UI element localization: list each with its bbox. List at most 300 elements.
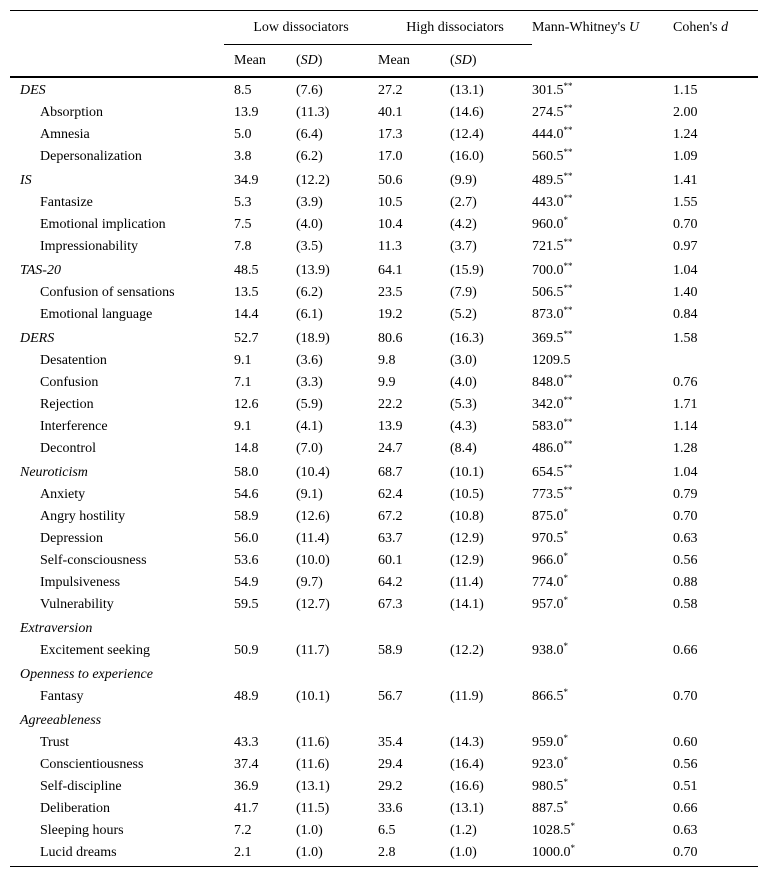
high-mean-cell: 10.5	[378, 195, 403, 210]
low-sd-cell: (12.6)	[296, 509, 330, 524]
high-sd-cell: (10.8)	[450, 509, 484, 524]
table-row	[10, 572, 758, 594]
high-mean-header: Mean	[378, 45, 450, 78]
high-sd-cell: (3.0)	[450, 353, 477, 368]
high-sd-cell: (4.2)	[450, 217, 477, 232]
low-mean-cell	[224, 662, 296, 686]
high-sd-cell: (10.1)	[450, 465, 484, 480]
cohens-d-cell: 0.84	[673, 307, 698, 322]
cohens-d-cell: 1.28	[673, 441, 698, 456]
table-row	[10, 350, 758, 372]
mann-whitney-u-cell	[532, 662, 673, 686]
results-table-container	[10, 10, 758, 867]
u-value: 486.0	[532, 441, 564, 456]
mann-whitney-u-cell	[532, 572, 673, 594]
high-sd-cell: (4.0)	[450, 375, 477, 390]
cohens-d-cell	[673, 708, 758, 732]
low-sd-cell: (6.1)	[296, 307, 323, 322]
mann-whitney-u-cell	[532, 528, 673, 550]
low-mean-cell: 48.5	[234, 263, 259, 278]
table-row	[10, 528, 758, 550]
scale-label: DERS	[20, 331, 55, 346]
mann-whitney-u-cell	[532, 124, 673, 146]
low-sd-cell	[296, 662, 378, 686]
low-mean-header: Mean	[224, 45, 296, 78]
mann-whitney-u-cell	[532, 77, 673, 102]
low-sd-cell: (6.4)	[296, 127, 323, 142]
mann-whitney-u-cell	[532, 258, 673, 282]
high-mean-cell: 10.4	[378, 217, 403, 232]
subscale-label: Excitement seeking	[40, 643, 151, 658]
high-sd-cell: (1.0)	[450, 842, 532, 867]
cohens-d-cell: 0.88	[673, 575, 698, 590]
cohens-d-cell: 1.40	[673, 285, 698, 300]
subscale-label: Emotional implication	[40, 217, 166, 232]
significance-marker: *	[563, 551, 569, 561]
u-value: 489.5	[532, 173, 564, 188]
significance-marker: *	[563, 595, 569, 605]
mann-whitney-u-cell	[532, 416, 673, 438]
low-sd-cell: (13.1)	[296, 779, 330, 794]
low-sd-cell: (11.6)	[296, 757, 330, 772]
subscale-label: Impulsiveness	[40, 575, 121, 590]
high-sd-cell: (5.3)	[450, 397, 477, 412]
table-row	[10, 124, 758, 146]
low-mean-cell: 7.8	[234, 239, 252, 254]
low-sd-cell: (9.7)	[296, 575, 323, 590]
high-mean-cell: 13.9	[378, 419, 403, 434]
high-mean-cell: 60.1	[378, 553, 403, 568]
significance-marker: **	[563, 373, 573, 383]
table-row	[10, 214, 758, 236]
subscale-label: Confusion	[40, 375, 99, 390]
table-row	[10, 438, 758, 460]
low-mean-cell: 8.5	[234, 83, 252, 98]
low-mean-cell: 12.6	[234, 397, 259, 412]
table-row	[10, 372, 758, 394]
high-sd-cell: (12.2)	[450, 643, 484, 658]
cohens-d-cell: 1.04	[673, 263, 698, 278]
u-value: 444.0	[532, 127, 564, 142]
mann-whitney-u-cell	[532, 304, 673, 326]
high-sd-cell: (8.4)	[450, 441, 477, 456]
low-sd-cell: (11.3)	[296, 105, 330, 120]
low-sd-cell: (11.6)	[296, 735, 330, 750]
significance-marker: **	[563, 81, 573, 91]
mann-whitney-u-cell	[532, 820, 673, 842]
cohens-d-cell: 0.51	[673, 779, 698, 794]
high-sd-cell: (16.3)	[450, 331, 484, 346]
high-sd-cell: (14.1)	[450, 597, 484, 612]
high-mean-cell: 6.5	[378, 823, 396, 838]
significance-marker: **	[563, 329, 573, 339]
subscale-label: Sleeping hours	[40, 823, 124, 838]
low-mean-cell: 54.9	[234, 575, 259, 590]
significance-marker: *	[563, 755, 569, 765]
significance-marker: *	[563, 529, 569, 539]
mann-whitney-u-cell	[532, 616, 673, 640]
high-mean-cell: 68.7	[378, 465, 403, 480]
cohens-d-cell: 0.97	[673, 239, 698, 254]
low-mean-cell: 52.7	[234, 331, 259, 346]
u-value: 959.0	[532, 735, 564, 750]
table-row	[10, 640, 758, 662]
cohens-d-cell: 0.70	[673, 842, 758, 867]
subscale-label: Depersonalization	[40, 149, 142, 164]
low-sd-cell: (13.9)	[296, 263, 330, 278]
high-mean-cell: 64.2	[378, 575, 403, 590]
low-sd-cell: (11.4)	[296, 531, 330, 546]
low-mean-cell: 48.9	[234, 689, 259, 704]
subscale-label: Desatention	[40, 353, 107, 368]
table-row	[10, 146, 758, 168]
subscale-label: Lucid dreams	[10, 842, 224, 867]
significance-marker: *	[563, 687, 569, 697]
u-value: 506.5	[532, 285, 564, 300]
subscale-label: Fantasy	[40, 689, 84, 704]
significance-marker: **	[563, 147, 573, 157]
u-value: 923.0	[532, 757, 564, 772]
mann-whitney-u-cell	[532, 214, 673, 236]
u-value: 980.5	[532, 779, 564, 794]
u-value: 887.5	[532, 801, 564, 816]
mann-whitney-u-cell	[532, 236, 673, 258]
low-sd-cell: (12.7)	[296, 597, 330, 612]
cohens-d-cell: 0.70	[673, 217, 698, 232]
high-mean-cell: 67.2	[378, 509, 403, 524]
u-value: 369.5	[532, 331, 564, 346]
cohens-d-cell	[673, 616, 758, 640]
u-value: 774.0	[532, 575, 564, 590]
high-mean-cell: 17.3	[378, 127, 403, 142]
significance-marker: *	[570, 843, 576, 853]
table-row	[10, 708, 758, 732]
low-mean-cell: 7.5	[234, 217, 252, 232]
high-sd-cell: (16.4)	[450, 757, 484, 772]
mann-whitney-u-cell	[532, 732, 673, 754]
subscale-label: Anxiety	[40, 487, 86, 502]
subscale-label: Emotional language	[40, 307, 153, 322]
high-mean-cell: 17.0	[378, 149, 403, 164]
scale-label: Extraversion	[20, 621, 93, 636]
u-value: 938.0	[532, 643, 564, 658]
significance-marker: **	[563, 395, 573, 405]
low-sd-cell	[296, 616, 378, 640]
u-value: 1209.5	[532, 353, 571, 368]
u-value: 560.5	[532, 149, 564, 164]
table-row	[10, 820, 758, 842]
low-mean-cell: 50.9	[234, 643, 259, 658]
mann-whitney-u-cell	[532, 102, 673, 124]
cohens-d-cell	[673, 662, 758, 686]
mann-whitney-u-cell	[532, 372, 673, 394]
table-row	[10, 168, 758, 192]
table-row	[10, 732, 758, 754]
u-value: 866.5	[532, 689, 564, 704]
table-row	[10, 842, 758, 867]
high-sd-cell: (14.6)	[450, 105, 484, 120]
high-sd-cell: (11.9)	[450, 689, 484, 704]
u-value: 274.5	[532, 105, 564, 120]
low-sd-cell: (4.0)	[296, 217, 323, 232]
mann-whitney-u-cell	[532, 640, 673, 662]
low-mean-cell: 34.9	[234, 173, 259, 188]
cohens-d-cell: 0.58	[673, 597, 698, 612]
mann-whitney-u-cell	[532, 146, 673, 168]
high-mean-cell: 29.4	[378, 757, 403, 772]
table-row	[10, 776, 758, 798]
low-mean-cell: 13.5	[234, 285, 259, 300]
mann-whitney-u-cell	[532, 776, 673, 798]
significance-marker: *	[563, 799, 569, 809]
mann-whitney-u-cell	[532, 168, 673, 192]
significance-marker: *	[563, 573, 569, 583]
cohens-d-cell: 1.71	[673, 397, 698, 412]
low-sd-cell: (12.2)	[296, 173, 330, 188]
low-sd-cell: (5.9)	[296, 397, 323, 412]
high-sd-cell: (14.3)	[450, 735, 484, 750]
high-mean-cell: 29.2	[378, 779, 403, 794]
u-value: 875.0	[532, 509, 564, 524]
significance-marker: *	[563, 215, 569, 225]
subscale-label: Trust	[40, 735, 70, 750]
significance-marker: **	[563, 417, 573, 427]
cohens-d-cell: 1.15	[673, 83, 698, 98]
table-row	[10, 798, 758, 820]
significance-marker: **	[563, 125, 573, 135]
low-mean-cell	[224, 708, 296, 732]
u-value: 966.0	[532, 553, 564, 568]
high-mean-cell: 11.3	[378, 239, 402, 254]
cohens-d-cell: 2.00	[673, 105, 698, 120]
cohens-d-cell: 0.56	[673, 757, 698, 772]
low-mean-cell: 14.8	[234, 441, 259, 456]
cohens-d-header: Cohen's d	[673, 11, 758, 45]
low-mean-cell: 9.1	[234, 353, 252, 368]
high-sd-cell	[450, 616, 532, 640]
high-mean-cell: 56.7	[378, 689, 403, 704]
cohens-d-cell: 0.70	[673, 509, 698, 524]
header-row-groups	[10, 11, 758, 45]
low-mean-cell: 5.3	[234, 195, 252, 210]
table-row	[10, 102, 758, 124]
significance-marker: **	[563, 305, 573, 315]
high-mean-cell	[378, 708, 450, 732]
mann-whitney-u-cell	[532, 754, 673, 776]
high-sd-cell: (12.4)	[450, 127, 484, 142]
subscale-label: Impressionability	[40, 239, 138, 254]
high-dissociators-header: High dissociators	[378, 11, 532, 45]
table-body	[10, 77, 758, 867]
table-row	[10, 754, 758, 776]
header-empty-cell	[673, 45, 758, 78]
low-sd-cell: (6.2)	[296, 149, 323, 164]
high-sd-cell: (12.9)	[450, 531, 484, 546]
low-sd-cell: (3.5)	[296, 239, 323, 254]
significance-marker: **	[563, 463, 573, 473]
results-table	[10, 10, 758, 867]
cohens-d-cell: 0.70	[673, 689, 698, 704]
significance-marker: **	[563, 485, 573, 495]
table-row	[10, 304, 758, 326]
subscale-label: Self-consciousness	[40, 553, 147, 568]
scale-label: TAS-20	[20, 263, 61, 278]
high-sd-cell: (5.2)	[450, 307, 477, 322]
significance-marker: **	[563, 237, 573, 247]
table-row	[10, 484, 758, 506]
significance-marker: *	[563, 733, 569, 743]
high-sd-cell: (10.5)	[450, 487, 484, 502]
low-sd-cell: (3.6)	[296, 353, 323, 368]
mann-whitney-u-cell	[532, 484, 673, 506]
cohens-d-cell: 1.14	[673, 419, 698, 434]
low-mean-cell: 5.0	[234, 127, 252, 142]
high-sd-cell: (2.7)	[450, 195, 477, 210]
mann-whitney-u-cell	[532, 350, 673, 372]
table-row	[10, 192, 758, 214]
low-mean-cell: 3.8	[234, 149, 252, 164]
u-value: 773.5	[532, 487, 564, 502]
low-mean-cell: 58.0	[234, 465, 259, 480]
mann-whitney-header: Mann-Whitney's U	[532, 11, 673, 45]
low-sd-cell: (7.6)	[296, 83, 323, 98]
low-sd-cell: (18.9)	[296, 331, 330, 346]
cohens-d-cell: 1.09	[673, 149, 698, 164]
mann-whitney-u-cell	[532, 460, 673, 484]
high-mean-cell: 9.9	[378, 375, 396, 390]
high-mean-cell	[378, 662, 450, 686]
mann-whitney-u-cell	[532, 326, 673, 350]
low-mean-cell: 36.9	[234, 779, 259, 794]
low-mean-cell: 41.7	[234, 801, 259, 816]
significance-marker: **	[563, 261, 573, 271]
cohens-d-cell: 0.56	[673, 553, 698, 568]
significance-marker: **	[563, 171, 573, 181]
scale-label: IS	[20, 173, 32, 188]
table-row	[10, 326, 758, 350]
u-value: 848.0	[532, 375, 564, 390]
table-row	[10, 662, 758, 686]
significance-marker: *	[563, 507, 569, 517]
low-mean-cell: 2.1	[224, 842, 296, 867]
high-sd-header: (SD)	[450, 45, 532, 78]
low-mean-cell: 7.2	[234, 823, 252, 838]
subscale-label: Depression	[40, 531, 103, 546]
cohens-d-cell: 1.24	[673, 127, 698, 142]
table-row	[10, 594, 758, 616]
low-mean-cell: 7.1	[234, 375, 252, 390]
scale-label: Openness to experience	[20, 667, 153, 682]
high-sd-cell: (11.4)	[450, 575, 484, 590]
low-sd-cell: (10.4)	[296, 465, 330, 480]
cohens-d-cell: 0.63	[673, 531, 698, 546]
high-sd-cell	[450, 708, 532, 732]
low-sd-cell: (3.9)	[296, 195, 323, 210]
high-mean-cell: 27.2	[378, 83, 403, 98]
mann-whitney-u-cell	[532, 550, 673, 572]
low-mean-cell: 9.1	[234, 419, 252, 434]
u-value: 957.0	[532, 597, 564, 612]
low-mean-cell: 43.3	[234, 735, 259, 750]
mann-whitney-u-cell	[532, 708, 673, 732]
subscale-label: Absorption	[40, 105, 103, 120]
mann-whitney-u-cell	[532, 394, 673, 416]
high-mean-cell: 80.6	[378, 331, 403, 346]
mann-whitney-u-cell	[532, 594, 673, 616]
subscale-label: Vulnerability	[40, 597, 114, 612]
low-sd-cell: (11.7)	[296, 643, 330, 658]
high-mean-cell: 40.1	[378, 105, 403, 120]
table-row	[10, 77, 758, 102]
subscale-label: Decontrol	[40, 441, 96, 456]
subscale-label: Confusion of sensations	[40, 285, 175, 300]
header-empty-cell	[532, 45, 673, 78]
subscale-label: Rejection	[40, 397, 94, 412]
scale-label: Neuroticism	[20, 465, 88, 480]
low-mean-cell: 14.4	[234, 307, 259, 322]
high-mean-cell: 19.2	[378, 307, 403, 322]
cohens-d-cell: 1.41	[673, 173, 698, 188]
u-value: 1000.0	[532, 845, 571, 860]
mann-whitney-u-cell	[532, 506, 673, 528]
mann-whitney-u-cell	[532, 798, 673, 820]
cohens-d-cell: 0.63	[673, 823, 698, 838]
scale-label: DES	[20, 83, 46, 98]
table-row	[10, 282, 758, 304]
significance-marker: *	[570, 821, 576, 831]
low-dissociators-header: Low dissociators	[224, 11, 378, 45]
mann-whitney-u-cell	[532, 842, 673, 867]
low-sd-cell: (3.3)	[296, 375, 323, 390]
low-mean-cell: 58.9	[234, 509, 259, 524]
high-sd-cell: (16.6)	[450, 779, 484, 794]
high-sd-cell: (13.1)	[450, 801, 484, 816]
cohens-d-cell: 0.60	[673, 735, 698, 750]
high-mean-cell: 62.4	[378, 487, 403, 502]
high-mean-cell: 50.6	[378, 173, 403, 188]
subscale-label: Angry hostility	[40, 509, 126, 524]
mann-whitney-u-cell	[532, 282, 673, 304]
table-row	[10, 616, 758, 640]
high-sd-cell: (15.9)	[450, 263, 484, 278]
table-row	[10, 258, 758, 282]
mann-whitney-u-cell	[532, 438, 673, 460]
scale-label: Agreeableness	[20, 713, 102, 728]
u-value: 443.0	[532, 195, 564, 210]
high-sd-cell: (1.2)	[450, 823, 477, 838]
table-row	[10, 550, 758, 572]
high-mean-cell	[378, 616, 450, 640]
high-mean-cell: 2.8	[378, 842, 450, 867]
low-mean-cell: 53.6	[234, 553, 259, 568]
low-mean-cell	[224, 616, 296, 640]
low-sd-cell: (1.0)	[296, 823, 323, 838]
u-value: 342.0	[532, 397, 564, 412]
low-sd-header: (SD)	[296, 45, 378, 78]
high-sd-cell: (3.7)	[450, 239, 477, 254]
table-row	[10, 686, 758, 708]
u-value: 873.0	[532, 307, 564, 322]
table-row	[10, 506, 758, 528]
header-empty-cell	[10, 45, 224, 78]
cohens-d-cell: 0.66	[673, 643, 698, 658]
high-sd-cell: (4.3)	[450, 419, 477, 434]
u-value: 960.0	[532, 217, 564, 232]
subscale-label: Deliberation	[40, 801, 110, 816]
cohens-d-cell: 1.04	[673, 465, 698, 480]
high-mean-cell: 9.8	[378, 353, 396, 368]
subscale-label: Conscientiousness	[40, 757, 144, 772]
